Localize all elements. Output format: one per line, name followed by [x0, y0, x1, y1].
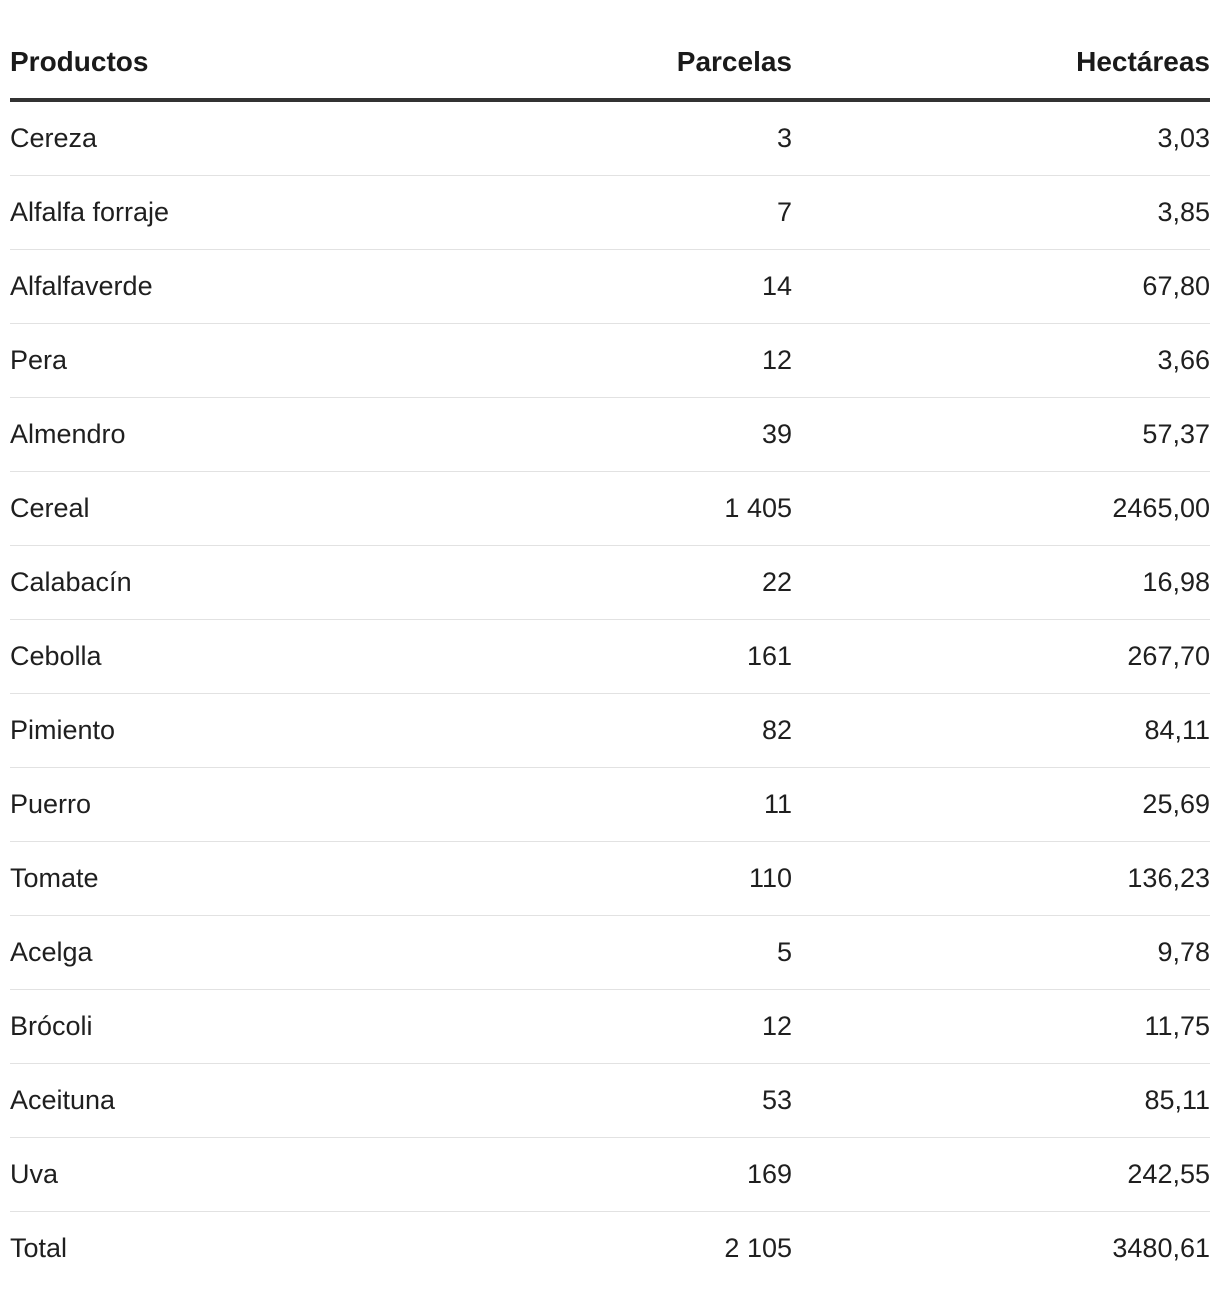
table-row [10, 472, 1210, 546]
cell-hectareas: 11,75 [792, 990, 1210, 1064]
cell-parcelas: 39 [410, 398, 792, 472]
cell-producto: Puerro [10, 768, 410, 842]
cell-hectareas: 2465,00 [792, 472, 1210, 546]
column-header-productos: Productos [10, 26, 410, 100]
cell-parcelas: 3 [410, 100, 792, 176]
cell-parcelas: 82 [410, 694, 792, 768]
cell-hectareas: 67,80 [792, 250, 1210, 324]
cell-producto: Cebolla [10, 620, 410, 694]
table-body [10, 100, 1210, 1285]
cell-producto: Almendro [10, 398, 410, 472]
cell-producto: Pimiento [10, 694, 410, 768]
cell-parcelas: 11 [410, 768, 792, 842]
table-row [10, 842, 1210, 916]
cell-parcelas: 169 [410, 1138, 792, 1212]
cell-producto: Alfalfa forraje [10, 176, 410, 250]
cell-hectareas: 57,37 [792, 398, 1210, 472]
crops-table-container [10, 26, 1210, 1285]
table-row [10, 324, 1210, 398]
table-row [10, 546, 1210, 620]
cell-hectareas: 3,85 [792, 176, 1210, 250]
cell-hectareas: 3,03 [792, 100, 1210, 176]
cell-producto: Tomate [10, 842, 410, 916]
table-header [10, 26, 1210, 100]
cell-parcelas: 22 [410, 546, 792, 620]
table-row [10, 176, 1210, 250]
cell-producto: Calabacín [10, 546, 410, 620]
table-row [10, 620, 1210, 694]
cell-producto: Uva [10, 1138, 410, 1212]
cell-parcelas: 53 [410, 1064, 792, 1138]
cell-parcelas: 2 105 [724, 1233, 792, 1263]
table-row [10, 100, 1210, 176]
cell-producto: Total [10, 1233, 68, 1263]
cell-parcelas: 12 [410, 324, 792, 398]
table-row [10, 250, 1210, 324]
cell-hectareas: 267,70 [792, 620, 1210, 694]
table-row-total [10, 1212, 1210, 1286]
table-row [10, 990, 1210, 1064]
cell-hectareas: 25,69 [792, 768, 1210, 842]
cell-producto: Brócoli [10, 990, 410, 1064]
cell-hectareas: 9,78 [792, 916, 1210, 990]
cell-hectareas: 3,66 [792, 324, 1210, 398]
cell-producto: Cereza [10, 100, 410, 176]
cell-hectareas: 242,55 [792, 1138, 1210, 1212]
table-row [10, 916, 1210, 990]
column-header-parcelas: Parcelas [410, 26, 792, 100]
cell-parcelas: 5 [410, 916, 792, 990]
cell-hectareas: 85,11 [792, 1064, 1210, 1138]
cell-hectareas: 3480,61 [1112, 1233, 1210, 1263]
cell-parcelas: 7 [410, 176, 792, 250]
cell-parcelas: 110 [410, 842, 792, 916]
cell-producto: Aceituna [10, 1064, 410, 1138]
cell-producto: Alfalfaverde [10, 250, 410, 324]
table-row [10, 694, 1210, 768]
cell-hectareas: 84,11 [792, 694, 1210, 768]
cell-producto: Cereal [10, 472, 410, 546]
cell-producto: Pera [10, 324, 410, 398]
cell-hectareas: 16,98 [792, 546, 1210, 620]
cell-producto: Acelga [10, 916, 410, 990]
table-row [10, 1064, 1210, 1138]
header-row [10, 26, 1210, 100]
cell-hectareas: 136,23 [792, 842, 1210, 916]
cell-parcelas: 14 [410, 250, 792, 324]
cell-parcelas: 12 [410, 990, 792, 1064]
cell-parcelas: 1 405 [410, 472, 792, 546]
table-row [10, 768, 1210, 842]
table-row [10, 1138, 1210, 1212]
table-row [10, 398, 1210, 472]
column-header-hectareas: Hectáreas [792, 26, 1210, 100]
cell-parcelas: 161 [410, 620, 792, 694]
crops-table [10, 26, 1210, 1285]
